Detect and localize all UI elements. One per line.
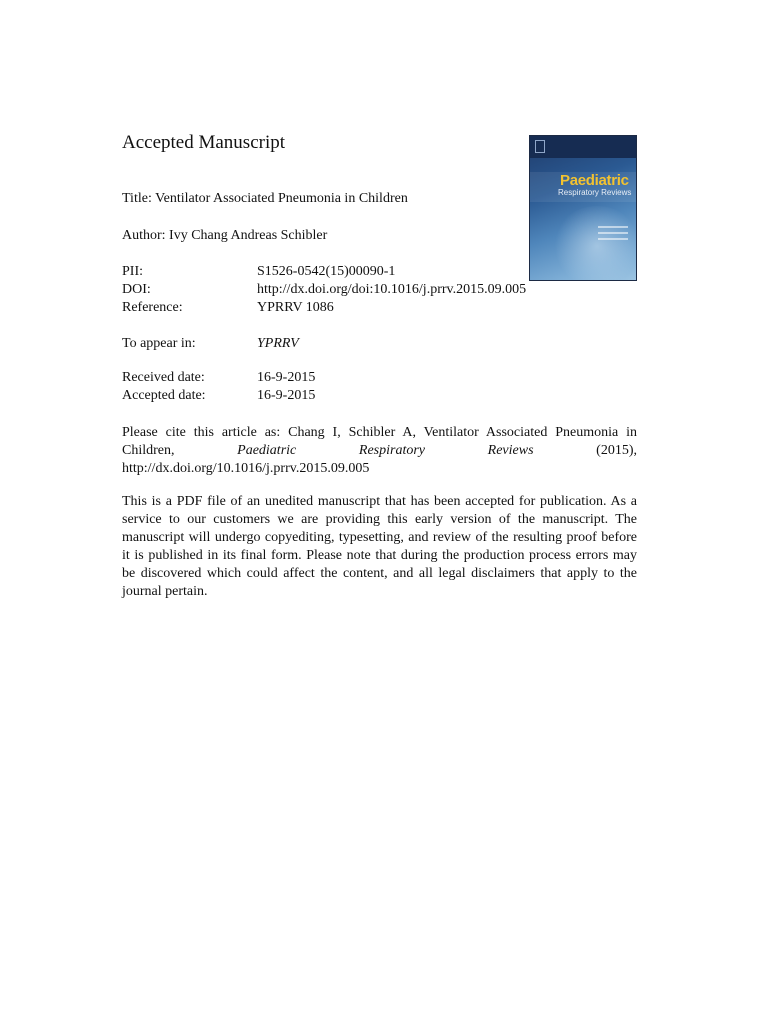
received-value: 16-9-2015 (257, 370, 316, 385)
cover-text-lines (598, 226, 628, 244)
citation-prefix: Please cite this article as: Chang I, Schibler A, Ventilator Associated Pneumonia in Children, (122, 425, 637, 458)
doi-label: DOI: (122, 282, 151, 297)
cover-title-sub: Respiratory Reviews (558, 188, 632, 197)
disclaimer-paragraph: This is a PDF file of an unedited manuscript that has been accepted for publication. As a service to our customers we are providing this early version of the manuscript. The manuscript will undergo copyediting, typesetting, and review of the resulting proof before it is published in its final form. Please note that during the production process errors may be discovered which could affect the content, and all legal disclaimers that apply to the journal pertain. (122, 494, 637, 599)
accepted-row (122, 387, 315, 405)
citation-journal: Paediatric Respiratory Reviews (237, 443, 534, 458)
reference-label: Reference: (122, 300, 183, 315)
citation-paragraph (122, 424, 637, 478)
accepted-label: Accepted date: (122, 388, 206, 403)
article-authors: Author: Ivy Chang Andreas Schibler (122, 228, 328, 243)
pii-value: S1526-0542(15)00090-1 (257, 264, 396, 279)
cover-title-main: Paediatric (560, 172, 629, 189)
pii-label: PII: (122, 264, 143, 279)
reference-value: YPRRV 1086 (257, 300, 334, 315)
publisher-logo-icon (535, 140, 545, 153)
article-title: Title: Ventilator Associated Pneumonia in Children (122, 191, 408, 206)
received-label: Received date: (122, 370, 205, 385)
doi-row (122, 281, 526, 299)
citation-suffix: (2015), http://dx.doi.org/10.1016/j.prrv.2015.09.005 (122, 443, 638, 476)
journal-code: YPRRV (257, 336, 299, 351)
appear-in-row (122, 335, 299, 353)
pii-row (122, 263, 395, 281)
reference-row (122, 299, 334, 317)
received-row (122, 369, 315, 387)
doi-link[interactable]: http://dx.doi.org/doi:10.1016/j.prrv.2015.09.005 (257, 282, 527, 297)
appear-in-label: To appear in: (122, 336, 196, 351)
journal-cover-image (529, 135, 637, 281)
accepted-value: 16-9-2015 (257, 388, 316, 403)
page-title: Accepted Manuscript (122, 132, 286, 153)
cover-header-band (530, 136, 636, 158)
